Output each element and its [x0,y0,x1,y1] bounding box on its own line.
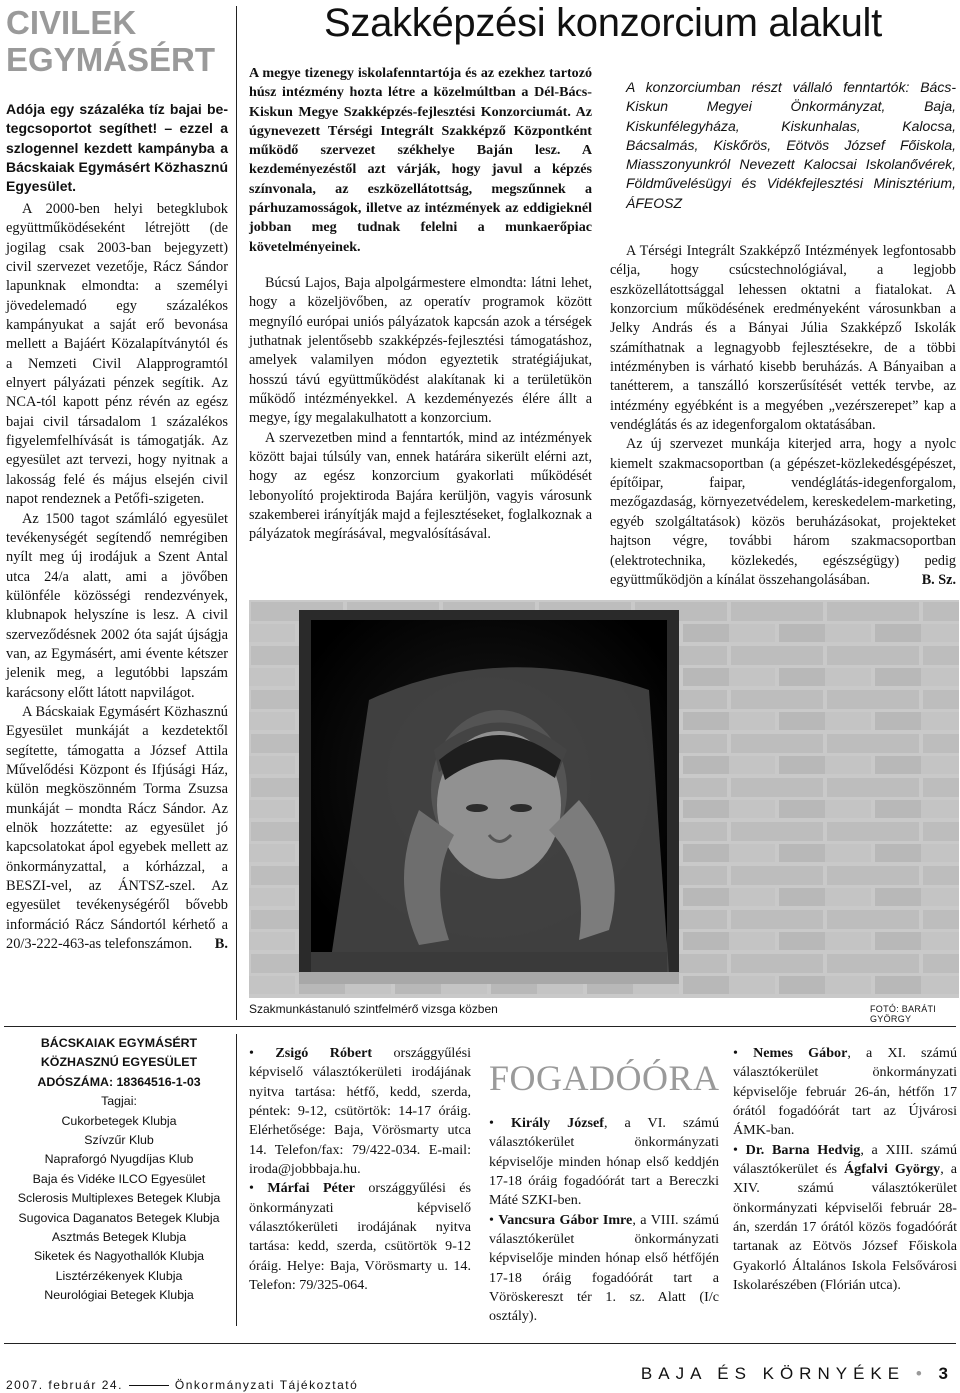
club-item: Neurológiai Betegek Klubja [44,1288,194,1303]
photo-caption: Szakmunkástanuló szintfelmérő vizsga közben [249,1002,498,1016]
representative-name: Nemes Gábor [753,1045,848,1061]
clubs-members-label: Tagjai: [101,1094,137,1109]
article-paragraph-text: Az új szervezet munkája kiterjed arra, hogy a nyolc kiemelt szakmacsoportban (a gépészet-közlekedésgépészet, építőipar, faipar, vendéglátás-idegenforgalom, mezőgazdaság, környezetvédelem, kereskedelem-marketing, egyéb szolgáltatások) közös beruházásokat, projekteket hajtson végre, további három szakmacsoportban (elektrotechnika, közlekedés, egészségügy) pedig együttműködjön a kínálat összehangolásában. [610,436,956,588]
fogadoora-column-2 [489,1114,719,1327]
section-divider [4,1026,956,1027]
article-title: Szakképzési konzorcium alakult [324,1,882,45]
fogadoora-column-3 [733,1044,957,1295]
representative-text: országgyűlési és önkormányzati képviselő választókerületi irodájának nyitva tartása: kedd, szerda, csütörtök 9-12 óráig. Helye: Baja, Vörösmarty u. 14. Telefon: 79/325-064. [249,1180,471,1294]
representative-text: , a XI. számú választókerület önkormányzati képviselője február 26-án, hétfőn 17 órától fogadóórát tart az Újvárosi ÁMK-ban. [733,1045,958,1139]
footer-dash [129,1385,169,1386]
representative-name: Zsigó Róbert [275,1045,373,1061]
club-item: Asztmás Betegek Klubja [51,1230,187,1245]
representative-text: , a VIII. számú választókerület önkormányzati képviselője minden hónap első hétfőjén 17-18 óráig fogadóórát tart a Vöröskereszt tér 1. sz. Alatt (I/c osztály). [489,1211,719,1325]
fogadoora-item: • Zsigó Róbert országgyűlési képviselő választókerületi irodájának nyitva tartása: hétfő, kedd, szerda, péntek: 9-12, csütörtök: 14-17 óráig. Elérhetősége: Baja, Vörösmarty utca 14. Telefon/fax: 79/422-034. E-mail: iroda@jobbbaja.hu. [249,1045,471,1178]
footer-bullet: • [915,1364,928,1383]
fogadoora-item: • Király József, a VI. számú választókerület önkormányzati képviselője minden hónap első keddjén 17-18 óráig fogadóórát tart a Bereczki Máté SZKI-ben. [489,1115,719,1209]
article-lead: A megye tizenegy iskolafenntartója és az ezekhez tartozó húsz intézmény hozta létre a közelmúltban a Dél-Bács-Kiskun Megye Szakképzés-fejlesztési Konzorciumát. Az úgynevezett Térségi Integrált Szakképző Központként működő szervezet székhelye Baján lesz. A kezdeményezéstől azt várják, hogy javul a képzés színvonala, az eszközellátottság, megszűnnek a párhuzamosságok, illetve az intézmények az eddigieknél jobban meg tudnak felelni a munkaerőpiac követelményeinek. [249,65,592,255]
representative-text: országgyűlési képviselő választókerületi irodájának nyitva tartása: hétfő, kedd, szerda, péntek: 9-12, csütörtök: 14-17 óráig. Elérhetősége: Baja, Vörösmarty utca 14. Telefon/fax: 79/422-034. E-mail: iroda@jobbbaja.hu. [249,1045,471,1178]
footer-section: BAJA ÉS KÖRNYÉKE [640,1364,906,1383]
article-signature: B. Sz. [921,571,956,588]
representative-text: , a VI. számú választókerület önkormányzati képviselője minden hónap első keddjén 17-18 óráig fogadóórát tart a Bereczki Máté SZKI-ben. [489,1115,719,1209]
club-item: Lisztérzékenyek Klubja [55,1268,183,1283]
civilek-paragraph [6,703,228,954]
club-item: Sugovica Daganatos Betegek Klubja [18,1210,220,1225]
page-number: 3 [938,1364,954,1383]
photo-credit: FOTÓ: BARÁTI GYÖRGY [870,1004,937,1024]
article-paragraph [610,435,956,590]
club-item: Szívzűr Klub [84,1133,154,1148]
club-item: Napraforgó Nyugdíjas Klub [44,1152,194,1167]
clubs-tax-number: ADÓSZÁMA: 18364516-1-03 [37,1074,201,1089]
column-divider [236,6,237,1020]
article-body-middle [249,274,592,545]
fogadoora-item: • Vancsura Gábor Imre, a VIII. számú választókerület önkormányzati képviselője minden hónap első hétfőjén 17-18 óráig fogadóórát tart a Vöröskereszt tér 1. sz. Alatt (I/c osztály). [489,1211,719,1325]
column-divider [236,1034,237,1326]
civilek-body [6,200,228,954]
representative-name: Ágfalvi György [844,1161,941,1178]
representative-name: Dr. Barna Hedvig [745,1141,861,1158]
representative-text: , a XIII. számú választókerület és [733,1141,957,1178]
club-item: Baja és Vidéke ILCO Egyesület [32,1171,206,1186]
representative-name: Márfai Péter [267,1180,356,1197]
footer-date: 2007. február 24. [6,1378,123,1392]
civilek-paragraph: A 2000-ben helyi betegklubok együttműködéseként létrejött (de jogilag csak 2003-ban bejegyzett) civil szervezet vezetője, Rácz Sándor lapunknak elmondta: a személyi jövedelemadó egy százalékos kampányukat a saját erő bevonása mellett a Bajáért Közalapítványtól és a Nemzeti Civil Alapprogramtól elnyert pályázati pénzek segítik. Az NCA-tól kapott pénz révén az egész bajai civil társadalom 1 százalékos figyelemfelhívását is támogatják. Az egyesület azt tervezi, hogy nyitnak a lakosság felé és május elsején civil napot rendeznek a Petőfi-szigeten. [6,201,228,508]
representative-name: Király József [510,1115,604,1131]
article-paragraph: Búcsú Lajos, Baja alpolgármestere elmondta: látni lehet, hogy a közeljövőben, az operatív programok között megnyíló európai uniós pályázatok kapcsán azok a térségek juthatnak jelentősebb szakképzés-fejlesztési támogatáshoz, amelyek valamilyen módon egyeztetik stratégiájukat, hosszú távú együttműködést alakítanak ki a területükön működő intézményekkel. A kezdeményezés élére állt a megye, így megalakulhatott a konzorcium. [249,275,592,427]
representative-text: , a XIV. számú választókerület önkormányzati képviselői február 28-án, szerdán 17 órától közös fogadóórát tartanak az Eötvös József Főiskola Gyakorló Általános Iskola Felsővárosi Iskolarészében (Flórián utca). [733,1161,957,1294]
civilek-title-line1: CIVILEK [6,4,137,41]
footer-publication: Önkormányzati Tájékoztató [174,1378,359,1392]
club-item: Cukorbetegek Klubja [61,1113,177,1128]
clubs-box [6,1034,232,1306]
club-item: Sclerosis Multiplexes Betegek Klubja [17,1191,221,1206]
footer-left [6,1378,358,1392]
article-sidebar-lead: A konzorciumban részt vállaló fenntartók: Bács-Kiskun Megyei Önkormányzat, Baja, Kiskunfélegyháza, Kiskunhalas, Kalocsa, Bácsalmás, Kiskőrös, Eötvös József Főiskola, Miasszonyunkról Nevezett Kalocsai Iskolanővérek, Földművelésügyi és Vidékfejlesztési Minisztérium, ÁFEOSZ [626,79,956,211]
fogadoora-item: • Nemes Gábor, a XI. számú választókerület önkormányzati képviselője február 26-án, hétfőn 17 órától fogadóórát tart az Újvárosi ÁMK-ban. [733,1045,958,1139]
fogadoora-column-1 [249,1044,471,1295]
civilek-title [6,4,231,78]
article-paragraph: A Térségi Integrált Szakképző Intézmények legfontosabb célja, hogy csúcstechnológiával, a legjobb eszközellátottsággal lehessen oktatni a fiatalokat. A konzorcium működésének eredményeként városunkban a Jelky András és a Bányai Júlia Szakképző Iskolák számíthatnak a legnagyobb fejlesztésekre, de a többi intézményben is várható kisebb beruházás. A Bányaiban a tanétterem, a tanszálló korszerűsítését vették tervbe, az intézmény egyébként is a megyében „vezérszerepet” kap a vendéglátás és az idegenforgalom oktatásában. [610,243,956,434]
civilek-paragraph-text: A Bácskaiak Egymásért Közhasznú Egyesület munkáját a kezdetektől segítette, támogatta a József Attila Művelődési Központ és Ifjúsági Ház, külön megköszönném Torma Zsuzsa munkáját – mondta Rácz Sándor. Az elnök hozzátette: az egyesület jó kapcsolatokat ápol egyebek mellett az önkormányzattal, a kórházzal, a BESZI-vel, az ÁNTSZ-szel. Az egyesület tevékenységéről bővebb információ Rácz Sándortól kérhető a 20/3-222-463-as telefonszámon. [6,703,228,953]
civilek-title-line2: EGYMÁSÉRT [6,41,216,78]
article-photo [249,600,959,998]
representative-name: Vancsura Gábor Imre [498,1211,633,1228]
footer-right [641,1364,954,1384]
civilek-signature: B. [214,936,228,953]
fogadoora-item: • Márfai Péter országgyűlési és önkormányzati képviselő választókerületi irodájának nyitva tartása: kedd, szerda, csütörtök 9-12 óráig. Helye: Baja, Vörösmarty u. 14. Telefon: 79/325-064. [249,1180,471,1294]
article-body-right [610,242,956,590]
civilek-lead: Adója egy százaléka tíz bajai be-tegcsoportot segíthet! – ezzel a szlogennel kezdett kampányba a Bácskaiak Egymásért Közhasznú Egyesület. [6,101,228,195]
fogadoora-title: FOGADÓÓRA [489,1058,720,1098]
clubs-header-name2: KÖZHASZNÚ EGYESÜLET [40,1055,198,1070]
footer-divider [4,1343,956,1344]
civilek-paragraph: Az 1500 tagot számláló egyesület tevékenységét segítendő nemrégiben nyílt meg új irodájuk a Szent Antal utca 24/a alatt, ami a jövőben különféle közösségi rendezvények, klubnapok helyszíne is lesz. A civil szerveződésnek 2002 óta saját újságja van, az Egymásért, ami évente kétszer jelenik meg, a legutóbbi lapszám karácsony előtt látott napvilágot. [6,510,228,701]
club-item: Siketek és Nagyothallók Klubja [33,1249,205,1264]
article-paragraph: A szervezetben mind a fenntartók, mind az intézmények között bajai túlsúly van, ennek határára sikerült elérni azt, hogy az egész konzorcium gyakorlati működését lebonyolító projektiroda Bajára kerüljön, vagyis városunk szakemberei irányítják majd a fejlesztéseket, foglalkoznak a pályázatok megírásával, megvalósításával. [249,429,592,543]
fogadoora-item: • Dr. Barna Hedvig, a XIII. számú választókerület és Ágfalvi György, a XIV. számú választókerület önkormányzati képviselői február 28-án, szerdán 17 órától közös fogadóórát tartanak az Eötvös József Főiskola Gyakorló Általános Iskola Felsővárosi Iskolarészében (Flórián utca). [733,1141,957,1294]
clubs-header-name1: BÁCSKAIAK EGYMÁSÉRT [40,1036,198,1050]
